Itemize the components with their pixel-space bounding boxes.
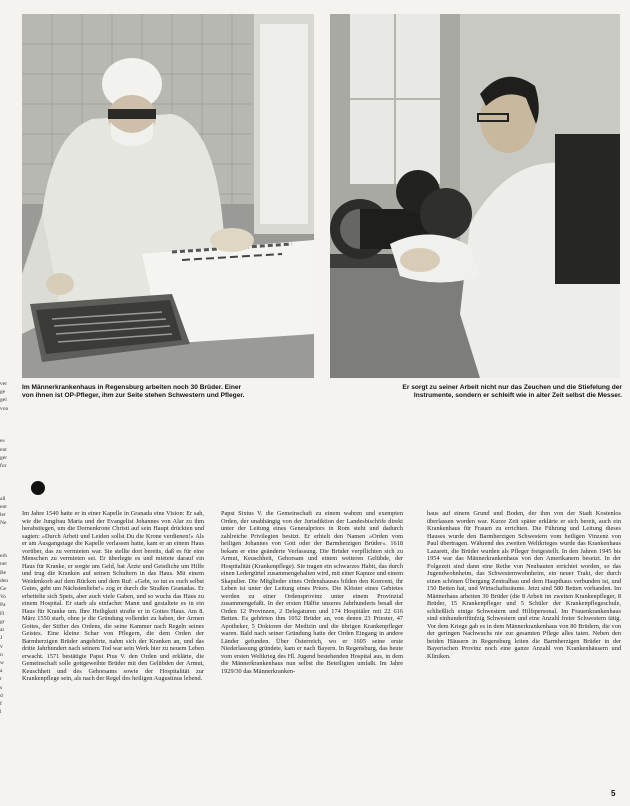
edge-fragment: all: [0, 495, 6, 502]
caption-right: Er sorgt zu seiner Arbeit nicht nur das Zeuchen und die Stiefelung der Instrumente, sondern er schleift wie in alter Zeit selbst die Messer.: [402, 384, 622, 399]
edge-fragment: Be: [0, 569, 7, 576]
edge-fragment: Ge: [0, 586, 7, 593]
edge-fragment: l: [0, 709, 2, 716]
section-bullet-dot: [31, 481, 45, 495]
edge-fragment: von: [0, 405, 9, 412]
article-column-2-text: Papst Sixtus V. die Gemeinschaft zu einem wahren und exempten Orden, der unabhängig von der Jurisdiktion der Landesbischöfe direkt unter der Leitung eines Generalpriors in Rom steht und dadurch zahlreiche Privilegien besitzt. Er erhielt den Namen »Orden vom heiligen Johannes von Gott oder der Barmherzigen Brüder«. 1618 bekam er eine geänderte Verfassung. Die Brüder verpflichten sich zu Armut, Keuschheit, Gehorsam und einem weiteren Gelübde, der Hospitalität (Krankenpflege). Sie tragen ein schwarzes Habit, das durch einen Ledergürtel zusammengehalten wird, mit einer Kapuze und einem Skapulier. Die Mitglieder eines Ordenshauses bilden den Konvent, ihr Leben ist unter der Leitung eines Priors. Die Klöster eines Gebietes werden zu einer Ordensprovinz unter einem Provinzial zusammengefaßt. In der ersten Hälfte unseres Jahrhunderts besaß der Orden 12 Provinzen, 2 Delegaturen und 174 Hospitäler mit 22 616 Betten. Es gehörten ihm 1052 Brüder an, von denen 23 Priester, 47 Apotheker, 5 Doktoren der Medizin und die übrigen Krankenpfleger waren. Bald nach seiner Gründung hatte der Orden Eingang in andere Länder gefunden. Über Österreich, wo er 1605 seine erste Niederlassung gründete, kam er nach Bayern. In Regensburg, das heute vom ersten Weltkrieg des Hl. Jugend bestehenden Hospital aus, in dem die Männerkrankenhaus nun selbst die Beteiligten umfaßt. Im Jahre 1929/30 das Männerkranken-: [221, 510, 403, 675]
edge-fragment: ent: [0, 446, 7, 453]
edge-fragment: [0, 528, 9, 536]
edge-fragment: den: [0, 577, 8, 584]
article-column-1-text: Im Jahre 1540 hatte er in einer Kapelle in Granada eine Vision: Er sah, wie die Jungfrau Maria und der Evangelist Johannes von Alar zu ihm herabstiegen, um die Dornenkrone Christi auf sein Haupt drückten und sagten: »Durch Arbeit und Leiden sollst Du die Krone verdienen!« Als er am Ausgangstage die Kapelle verlassen hatte, kam er an einem Haus vorüber, das zu vermieten war. Sie stellte dort bereits, daß es für eine Menschen zu vermieten sei. Er überlegte es und mietete darauf ein Haus für Kranke, er sorgte um Geld, bat Ärzte und Geistliche um Hilfe und trug die Kranken auf seinen Schultern in das Haus. Mit einem Weidenkorb auf dem Rücken und dem Ruf: »Gebt, so tut es euch selbst Gutes, gebt um Nächstenliebe!« zog er durch die Straßen Granadas. Er erbettelte sich Speis, aber auch viele Gaben, und so wuchs das Haus zu einem Hospital. Er starb als einfacher Mann und gestaltete es in ein Haus für Kranke um. Ihre Heiligkeit strafte er in Gottes Haus. Am 8. März 1550 starb, ohne je die Gründung vollendet zu haben, der Armen Gottes, der Stifter des Ordens, die seine Kammer nach Regeln seines Geistes. Eine kleine Schar von Pflegern, die dem Orden der Barmherzigen Brüder angehörte, nahm sich der Kranken an, und das dritte Jahrhundert nach seinem Tod war sein Werk hier zu neuem Leben erwacht. 1571 bestätigte Papst Pius V. den Orden und erklärte, die Gemeinschaft solle gottgeweihte Brüder mit den Gelübden der Armut, Keuschheit und des Gehorsams sowie der Hospitalität zur Krankenpflege sein, als nach der Regel des heiligen Augustinus lebend.: [22, 510, 204, 682]
article-column-2: [221, 510, 403, 798]
edge-fragment: [0, 478, 9, 486]
edge-fragment: [0, 429, 9, 437]
edge-fragment: s: [0, 684, 3, 691]
edge-fragment: [0, 536, 9, 544]
adjacent-page-edge-text: [0, 380, 9, 800]
edge-fragment: a: [0, 668, 3, 675]
edge-fragment: ent: [0, 504, 7, 511]
photo-knife-grinder: [330, 14, 620, 378]
caption-left: Im Männerkrankenhaus in Regensburg arbeiten noch 30 Brüder. Einer von ihnen ist OP-Pfleger, ihm zur Seite stehen Schwestern und Pfleger.: [22, 384, 245, 399]
article-column-1: [22, 510, 204, 798]
edge-fragment: f: [0, 700, 2, 707]
edge-fragment: [0, 413, 9, 421]
page-number: 5: [611, 789, 616, 798]
edge-fragment: ger: [0, 454, 8, 461]
edge-fragment: Fl: [0, 610, 5, 617]
edge-fragment: Vo: [0, 594, 7, 601]
edge-fragment: ner: [0, 561, 8, 568]
edge-fragment: v: [0, 643, 3, 650]
photo-surgeon-image: [22, 14, 314, 378]
edge-fragment: ge: [0, 389, 6, 396]
edge-fragment: n: [0, 651, 3, 658]
edge-fragment: gel: [0, 397, 7, 404]
edge-fragment: [0, 544, 9, 552]
edge-fragment: erh: [0, 553, 8, 560]
photo-knife-grinder-image: [330, 14, 620, 378]
edge-fragment: ler: [0, 512, 6, 519]
edge-fragment: [0, 470, 9, 478]
edge-fragment: d: [0, 692, 3, 699]
article-column-3: [427, 510, 621, 798]
edge-fragment: [0, 421, 9, 429]
edge-fragment: gr: [0, 618, 5, 625]
article-column-3-text: haus auf einem Grund und Boden, der ihm von der Stadt Kostenlos überlassen worden war. Kurze Zeit später erklärte er sich bereit, auch ein Krankenhaus für Frauen zu errichten. Die Führung und Leitung dieses Hauses wurde den Barmherzigen Schwestern vom heiligen Vinzenz von Paul übertragen. Während des zweiten Weltkrieges wurde das Krankenhaus Lazarett, die Brüder wurden als Pfleger freigestellt. In den Jahren 1945 bis 1954 war das Männerkrankenhaus von den Amerikanern besetzt. In der Folgezeit sind dann eine Reihe von Neubauten errichtet worden, so das Jugendwohnheim, das Schwesternwohnheim, ein neuer Trakt, der durch einen schönen Übergang Zentralbau und dem Haupthaus verbunden ist, und 150 Betten hat, und Wirtschaftsräume. Jetzt sind 580 Betten vorhanden. Im Männerhaus arbeiten 30 Brüder (die 8 Arbeit im zweiten Krankenpfleger, 8 Brüder, 15 Krankenpfleger und 5 Schüler der Krankenpflegeschule, schließlich einige Schwestern und Hilfspersonal. Im Frauenkrankenhaus sind einhundertfünfzig Schwestern und eine Anzahl freier Schwestern tätig. Vor dem Kriege gab es in dem Männerkrankenhaus von 80 Brüdern, die von der geringen Nachwuchs nie zur gesamten Pflege alles taten. Neben den beiden Häusern in Regensburg leiten die Barmherzigen Brüder in der Bayerischen Provinz noch eine ganze Anzahl von Krankenhäusern und Kliniken.: [427, 510, 621, 660]
edge-fragment: es: [0, 438, 5, 445]
edge-fragment: [0, 487, 9, 495]
edge-fragment: w: [0, 659, 4, 666]
edge-fragment: ver: [0, 381, 8, 387]
edge-fragment: J: [0, 635, 3, 642]
edge-fragment: for: [0, 463, 7, 470]
edge-fragment: Pa: [0, 602, 6, 609]
edge-fragment: Ne: [0, 520, 7, 527]
edge-fragment: at: [0, 627, 4, 634]
edge-fragment: r: [0, 676, 2, 683]
photo-surgeon: [22, 14, 314, 378]
